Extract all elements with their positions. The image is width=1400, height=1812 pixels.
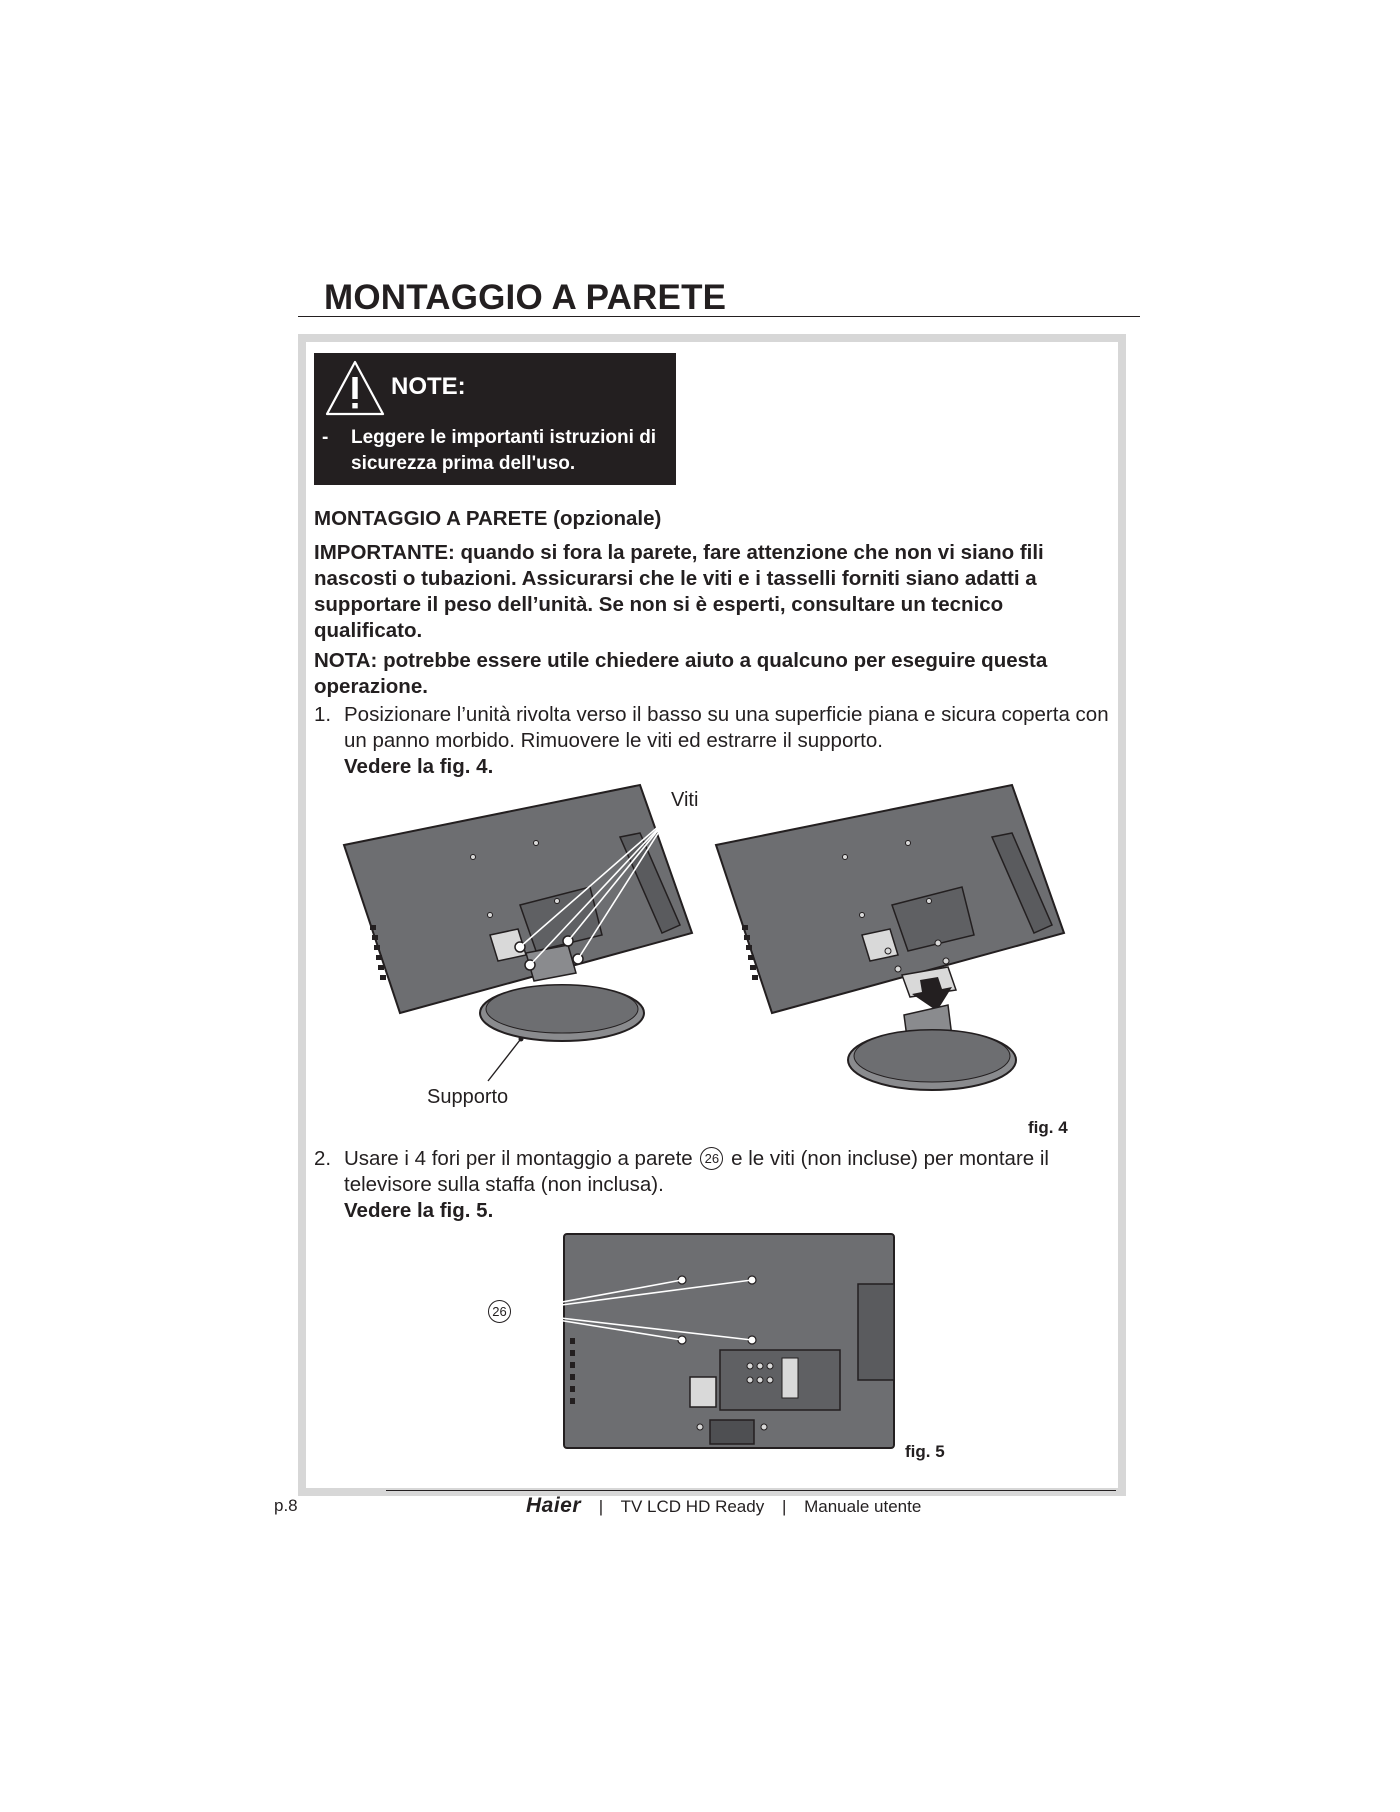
callout-stand: Supporto: [427, 1086, 509, 1108]
fig5-tv-back: [560, 1232, 900, 1452]
page-title: MONTAGGIO A PARETE: [324, 278, 727, 317]
important-paragraph: IMPORTANTE: quando si fora la parete, fare attenzione che non vi siano fili nascosti o tubazioni. Assicurarsi che le viti e i tasselli forniti siano adatti a supportare il peso dell’unità. Se non si è esperti, consultare un tecnico qualificato.: [314, 541, 1044, 642]
fig4-label: fig. 4: [1028, 1118, 1068, 1137]
fig5-marker-26: 26: [488, 1300, 511, 1323]
footer-doc-type: Manuale utente: [804, 1497, 922, 1516]
brand-logo: Haier: [526, 1494, 582, 1517]
footer-separator: |: [598, 1497, 604, 1516]
step-1-number: 1.: [314, 703, 332, 726]
footer-product: TV LCD HD Ready: [620, 1497, 765, 1516]
note-bullet: -: [322, 427, 329, 448]
warning-triangle-icon: [324, 359, 386, 422]
step-2-figure-ref: Vedere la fig. 5.: [344, 1199, 494, 1222]
step-1-text: [344, 702, 1114, 780]
fig5-label: fig. 5: [905, 1442, 945, 1461]
note-box: [314, 353, 676, 485]
fig4-tv-with-stand: [340, 775, 700, 1055]
footer-separator: |: [781, 1497, 787, 1516]
note-title: NOTE:: [391, 373, 466, 400]
step-2-text: [344, 1146, 1114, 1224]
footer: [526, 1494, 921, 1518]
marker-26-icon: 26: [700, 1147, 723, 1170]
note-text: Leggere le importanti istruzioni di sicurezza prima dell'uso.: [351, 427, 657, 474]
page-number: p.8: [274, 1496, 298, 1515]
step-2-instruction-start: Usare i 4 fori per il montaggio a parete: [344, 1147, 693, 1170]
fig4-tv-stand-removed: [712, 775, 1082, 1105]
step-1-figure-ref: Vedere la fig. 4.: [344, 755, 494, 778]
callout-screws: Viti: [671, 789, 699, 811]
step-2-number: 2.: [314, 1147, 332, 1170]
title-rule: [298, 316, 1140, 317]
section-heading: MONTAGGIO A PARETE (opzionale): [314, 507, 662, 530]
nota-paragraph: NOTA: potrebbe essere utile chiedere aiuto a qualcuno per eseguire questa operazione.: [314, 649, 1048, 698]
step-1-instruction: Posizionare l’unità rivolta verso il basso su una superficie piana e sicura coperta con un panno morbido. Rimuovere le viti ed estrarre il supporto.: [344, 703, 1109, 752]
footer-rule: [386, 1490, 1116, 1491]
step-2-instruction-end: e le viti (non incluse) per montare il televisore sulla staffa (non inclusa).: [344, 1147, 1049, 1196]
